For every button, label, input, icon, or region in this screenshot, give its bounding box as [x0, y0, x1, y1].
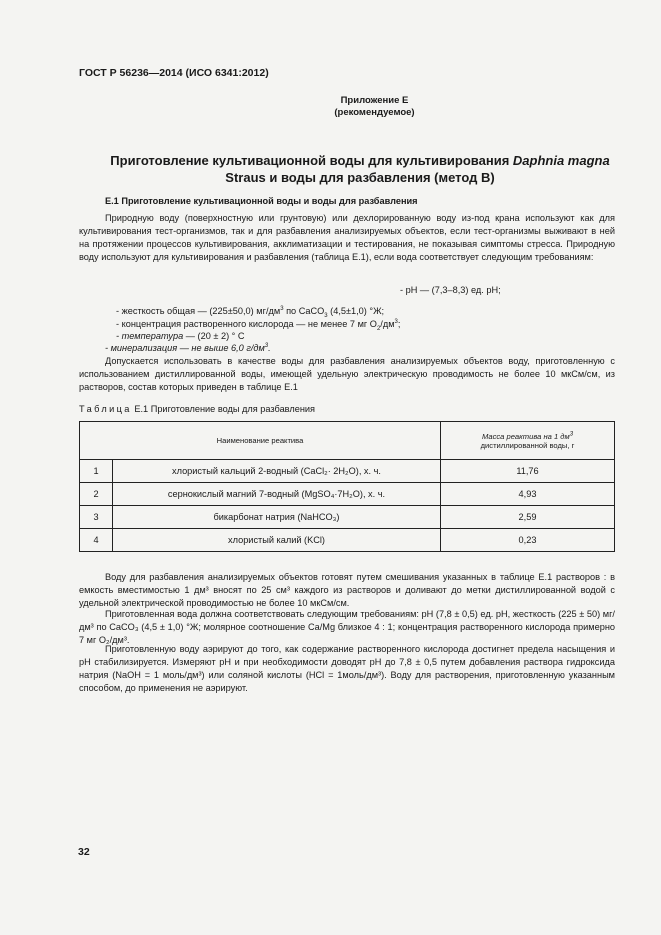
- standard-header: ГОСТ Р 56236—2014 (ИСО 6341:2012): [79, 67, 269, 79]
- section-heading: Е.1 Приготовление культивационной воды и воды для разбавления: [105, 196, 418, 206]
- reagent-table: [79, 421, 615, 552]
- table-row: 1 хлористый кальций 2-водный (CaCl₂· 2H₂O), х. ч. 11,76: [80, 460, 615, 483]
- appendix-label: Приложение Е: [340, 95, 409, 106]
- page-number: 32: [78, 846, 90, 858]
- requirement-oxygen: - концентрация растворенного кислорода — не менее 7 мг $O_2/дм^3$;: [116, 319, 401, 332]
- title-line1: Приготовление культивационной воды для культивирования: [110, 153, 513, 168]
- paragraph-aeration: Приготовленную воду аэрируют до того, как содержание растворенного кислорода достигнет предела насыщения и рН стабилизируется. Измеряют рН и при необходимости доводят рН до 7,8 ± 0,5 путем добавления раствора гидроксида натрия (NaOH = 1 моль/дм³) или соляной кислоты (HCl = 1моль/дм³). Воду для растворения, приготовленную указанным способом, до применения не аэрируют.: [79, 644, 615, 693]
- appendix-status: (рекомендуемое): [334, 107, 415, 118]
- requirement-temperature: - температура — (20 ± 2) ° С: [116, 331, 245, 341]
- table-header-row: [80, 422, 615, 460]
- requirement-hardness: - жесткость общая — (225±50,0) $мг/дм^3$ по CaCO$_3$ (4,5±1,0) °Ж;: [116, 306, 385, 319]
- table-row: 4 хлористый калий (KCl) 0,23: [80, 529, 615, 552]
- table-row: 2 сернокислый магний 7-водный (MgSO₄·7H₂O), х. ч. 4,93: [80, 483, 615, 506]
- requirement-ph: - рН — (7,3–8,3) ед. рН;: [400, 285, 501, 295]
- requirement-mineralization: - минерализация — не выше 6,0 $г/дм^3$.: [105, 343, 271, 354]
- table-caption: Таблица Е.1 Приготовление воды для разбавления: [79, 404, 316, 414]
- table-row: 3 бикарбонат натрия (NaHCO₃) 2,59: [80, 506, 615, 529]
- col-header-mass: Масса реактива на 1 $дм^3$ дистиллированной воды, г: [441, 422, 615, 460]
- paragraph-allowed: Допускается использовать в качестве воды для разбавления анализируемых объектов воду, приготовленную с использованием дистиллированной воды, имеющей удельную электрическую проводимость не более 10 мкСм/см, из растворов, состав которых приведен в таблице Е.1: [79, 356, 615, 392]
- paragraph-requirements: Приготовленная вода должна соответствовать следующим требованиям: рН (7,8 ± 0,5) ед. рН, жесткость (225 ± 50) мг/дм³ по CaCO₃ (4,5 ± 1,0) °Ж; молярное соотношение Ca/Mg близкое 4 : 1; концентрация растворенного кислорода примерно 7 мг O₂/дм³.: [79, 609, 615, 645]
- col-header-name: Наименование реактива: [80, 422, 441, 460]
- title-line2: Straus и воды для разбавления (метод В): [225, 170, 495, 185]
- page-title: [60, 152, 660, 186]
- paragraph-intro: Природную воду (поверхностную или грунтовую) или дехлорированную воду из-под крана используют как для культивирования тест-организмов, так и для разбавления анализируемых объектов, если тест-организмы выживают в ней на протяжении процессов культивирования, акклиматизации и тестирования, не показывая симптомы стресса. Природную воду используют для культивирования и разбавления (таблица Е.1), если вода соответствует следующим требованиям:: [79, 213, 615, 262]
- paragraph-preparation: Воду для разбавления анализируемых объектов готовят путем смешивания указанных в таблице Е.1 растворов : в емкость вместимостью 1 дм³ вносят по 25 см³ каждого из растворов и доливают до метки дистиллированной водой с удельной электрической проводимостью не более 10 мкСм/см.: [79, 572, 615, 608]
- title-species: Daphnia magna: [512, 153, 610, 168]
